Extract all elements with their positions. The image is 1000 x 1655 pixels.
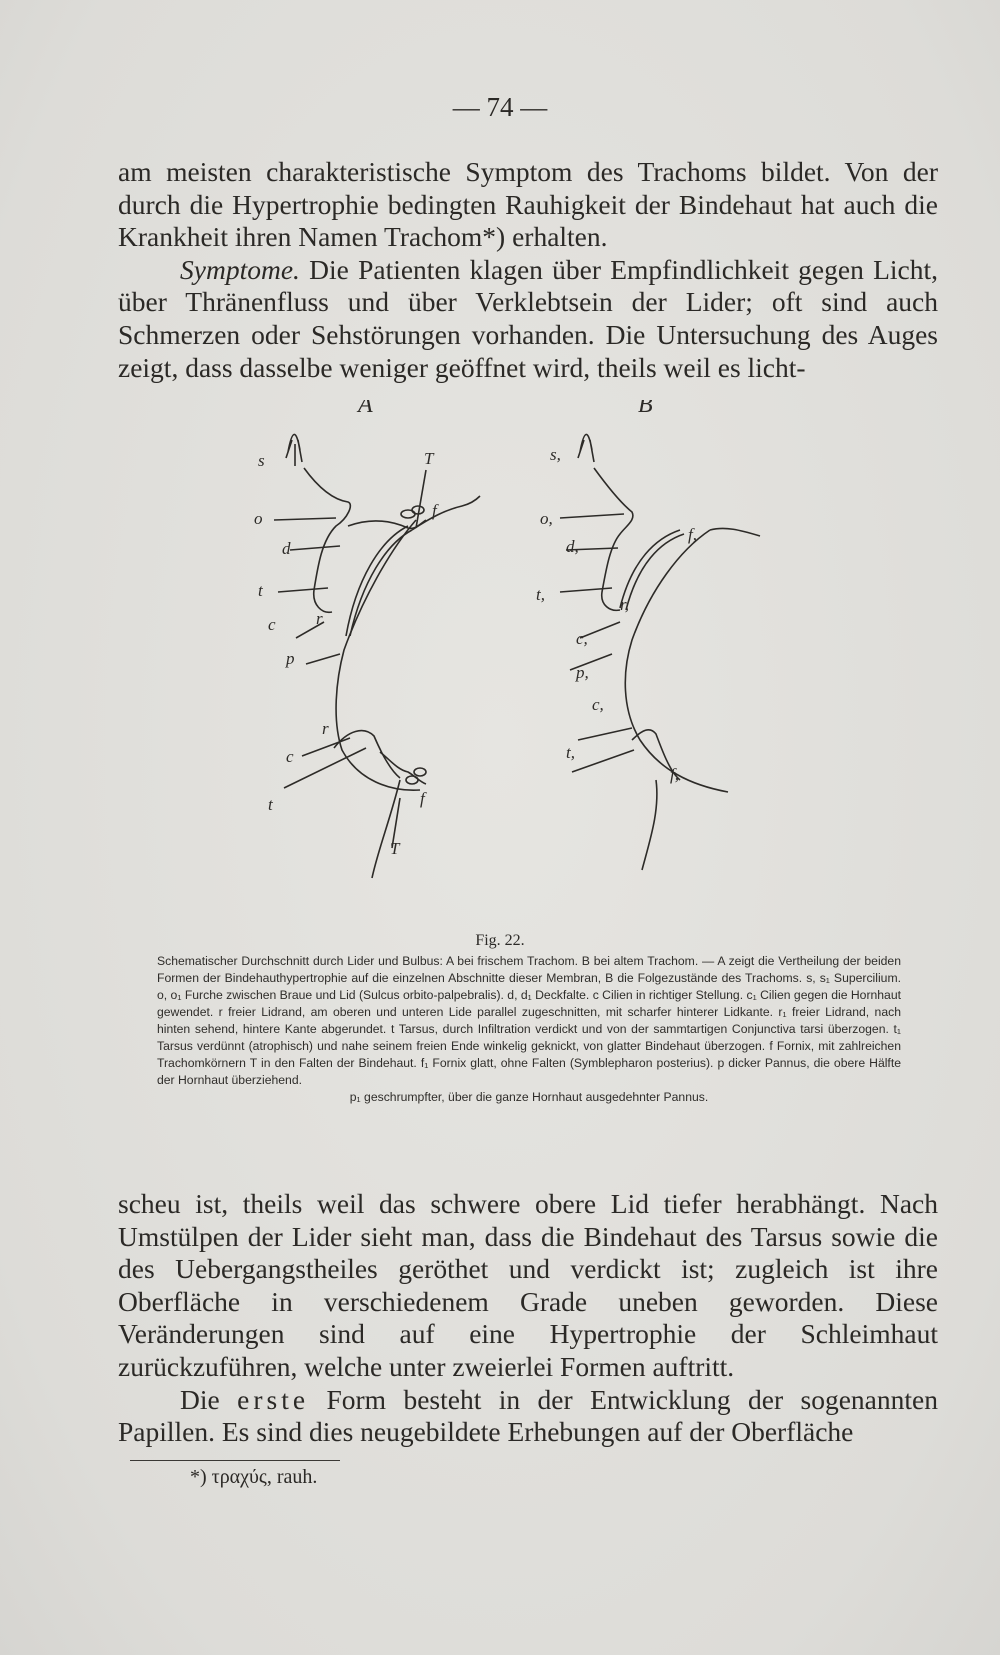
paragraph-erste-form: [118, 1384, 938, 1449]
paragraph-text: Die: [180, 1383, 238, 1415]
footnote: *) τραχύς, rauh.: [190, 1466, 318, 1488]
caption-last-line: p₁ geschrumpfter, über die ganze Hornhaut ausgedehnter Pannus.: [349, 1090, 709, 1104]
paragraph-text: Form besteht in der Entwicklung der sogenannten Papillen. Es sind dies neugebildete Erhebungen auf der Oberfläche: [118, 1383, 938, 1448]
label-p: p: [286, 649, 295, 668]
label-d: d: [282, 539, 291, 558]
label-r: r: [316, 609, 323, 628]
label-t1-lower: t,: [566, 743, 575, 762]
paragraph: am meisten charakteristische Symptom des Trachoms bildet. Von der durch die Hypertrophie bedingten Rauhigkeit der Bindehaut hat auch die Krankheit ihren Namen Trachom*) erhalten.: [118, 156, 938, 253]
label-f-lower: f: [420, 789, 425, 808]
figure-title: Fig. 22.: [475, 932, 525, 949]
label-r-lower: r: [322, 719, 329, 738]
label-t: t: [258, 581, 263, 600]
figure-label-B: B: [638, 400, 653, 418]
paragraph-symptome: [118, 254, 938, 384]
label-c: c: [268, 615, 276, 634]
label-o: o: [254, 509, 263, 528]
label-c1: c,: [576, 629, 588, 648]
page-number: — 74 —: [452, 92, 548, 122]
figure-caption: [157, 953, 901, 1106]
label-f1-lower: f,: [670, 765, 679, 784]
label-s1: s,: [550, 445, 561, 464]
section-heading: Symptome.: [180, 253, 300, 285]
caption-paragraph: Schematischer Durchschnitt durch Lider und Bulbus: A bei frischem Trachom. B bei altem Trachom. — A zeigt die Vertheilung der beiden Formen der Bindehauthypertrophie auf die einzelnen Abschnitte dieser Membran, B die Folgezustände des Trachoms. s, s₁ Supercilium. o, o₁ Furche zwischen Braue und Lid (Sulcus orbito-palpebralis). d, d₁ Deckfalte. c Cilien in richtiger Stellung. c₁ Cilien gegen die Hornhaut gewendet. r freier Lidrand, am oberen und unteren Lide parallel zugeschnitten, mit scharfer hinterer Lidkante. r₁ freier Lidrand, nach hinten sehend, hintere Kante abgerundet. t Tarsus, durch Infiltration verdickt und von der sammtartigen Conjunctiva tarsi überzogen. t₁ Tarsus verdünnt (atrophisch) und nahe seinem freien Ende winkelig geknickt, von glatter Bindehaut überzogen. f Fornix, mit zahlreichen Trachomkörnern T in den Falten der Bindehaut. f₁ Fornix glatt, ohne Falten (Symblepharon posterius). p dicker Pannus, die obere Hälfte der Hornhaut überziehend.: [157, 954, 901, 1087]
label-f: f: [432, 501, 437, 520]
label-f1: f,: [688, 525, 697, 544]
figure-22: [240, 400, 800, 930]
label-t-lower: t: [268, 795, 273, 814]
emphasis-spaced: erste: [237, 1383, 310, 1415]
eyelid-section-drawing: [240, 400, 800, 930]
text-block-top: [118, 156, 938, 384]
label-c1-lower: c,: [592, 695, 604, 714]
figure-label-A: A: [358, 400, 373, 418]
label-r1: r,: [620, 595, 629, 614]
label-p1: p,: [576, 663, 589, 682]
label-d1: d,: [566, 537, 579, 556]
paragraph-text: Die Patienten klagen über Empfindlichkeit gegen Licht, über Thränenfluss und über Verklebtsein der Lider; oft sind auch Schmerzen oder Sehstörungen vorhanden. Die Untersuchung des Auges zeigt, dass dasselbe weniger geöffnet wird, theils weil es licht-: [118, 253, 938, 383]
label-t1: t,: [536, 585, 545, 604]
text-block-bottom: [118, 1188, 938, 1449]
paragraph: scheu ist, theils weil das schwere obere Lid tiefer herabhängt. Nach Umstülpen der Lider sieht man, dass die Bindehaut des Tarsus sowie die des Uebergangstheiles geröthet und verdickt ist; zugleich ist ihre Oberfläche in verschiedenem Grade uneben geworden. Diese Veränderungen sind auf eine Hypertrophie der Schleimhaut zurückzuführen, welche unter zweierlei Formen auftritt.: [118, 1188, 938, 1382]
label-c-lower: c: [286, 747, 294, 766]
label-T: T: [424, 449, 434, 468]
label-T-lower: T: [390, 839, 400, 858]
footnote-divider: [130, 1460, 340, 1461]
label-s: s: [258, 451, 265, 470]
label-o1: o,: [540, 509, 553, 528]
